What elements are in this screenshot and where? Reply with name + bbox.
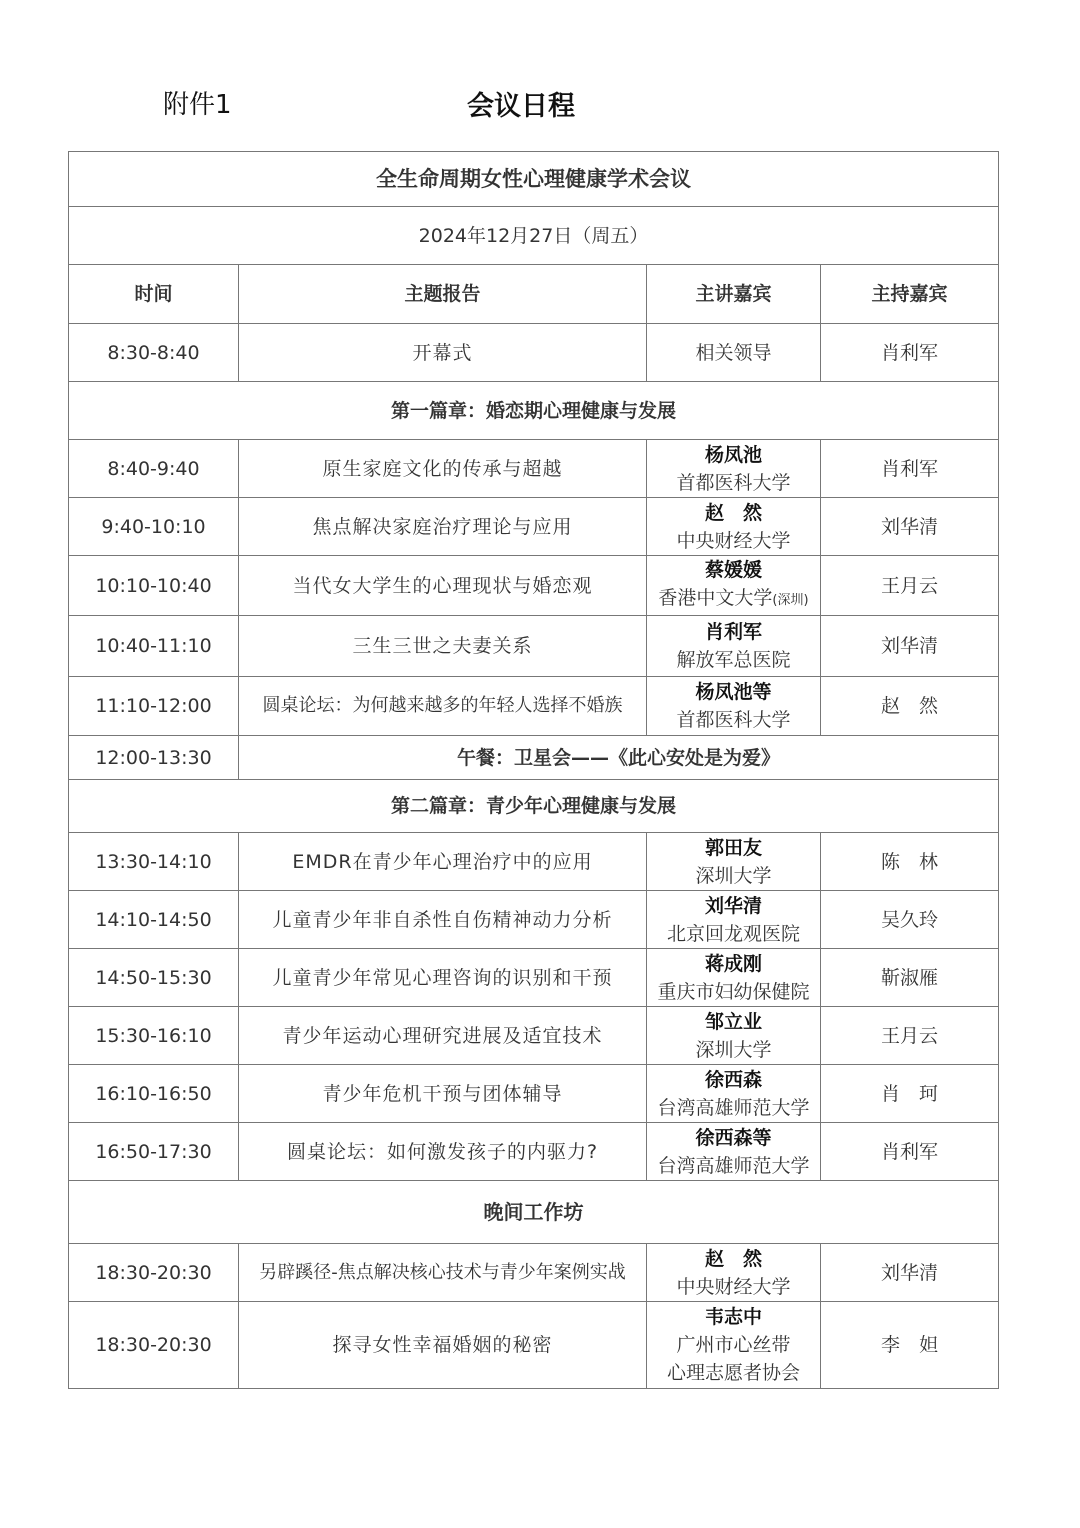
topic-cell: 圆桌论坛：如何激发孩子的内驱力? [239,1123,647,1181]
col-header-host: 主持嘉宾 [821,265,999,324]
speaker-affiliation: 中央财经大学 [676,529,791,552]
schedule-table [68,151,999,1389]
speaker-name: 蒋成刚 [704,952,762,975]
table-row [69,1302,999,1389]
topic-cell: 青少年危机干预与团体辅导 [239,1065,647,1123]
table-row [69,1065,999,1123]
speaker-affiliation: 深圳大学 [695,864,772,887]
speaker-cell [647,949,821,1007]
chapter-title: 第二篇章：青少年心理健康与发展 [69,780,999,833]
host-cell: 肖利军 [821,440,999,498]
host-cell: 刘华清 [821,616,999,677]
table-row [69,1007,999,1065]
speaker-name: 徐西森等 [695,1126,772,1149]
time-cell: 8:40-9:40 [69,440,239,498]
speaker-cell [647,891,821,949]
table-row [69,949,999,1007]
host-cell: 刘华清 [821,1244,999,1302]
conference-name-row [69,152,999,207]
speaker-cell [647,1244,821,1302]
speaker-affiliation: 台湾高雄师范大学 [657,1154,810,1177]
time-cell: 18:30-20:30 [69,1302,239,1389]
speaker-affiliation: 重庆市妇幼保健院 [657,980,810,1003]
table-row [69,556,999,616]
speaker-name: 杨凤池等 [695,681,772,703]
speaker-affiliation: 首都医科大学 [676,471,791,494]
speaker-cell [647,1065,821,1123]
speaker-affiliation: 深圳大学 [695,1038,772,1061]
table-row [69,1123,999,1181]
col-header-time: 时间 [69,265,239,324]
speaker-name: 韦志中 [704,1306,762,1328]
topic-cell: 当代女大学生的心理现状与婚恋观 [239,556,647,616]
speaker-name: 邹立业 [704,1010,762,1033]
time-cell: 10:10-10:40 [69,556,239,616]
time-cell: 15:30-16:10 [69,1007,239,1065]
speaker-cell [647,440,821,498]
table-row [69,1244,999,1302]
table-row [69,677,999,736]
time-cell: 11:10-12:00 [69,677,239,736]
header-row [69,265,999,324]
speaker-affiliation: 北京回龙观医院 [666,922,800,945]
time-cell: 10:40-11:10 [69,616,239,677]
table-row [69,616,999,677]
topic-cell: 圆桌论坛：为何越来越多的年轻人选择不婚族 [239,677,647,736]
topic-cell: 探寻女性幸福婚姻的秘密 [239,1302,647,1389]
host-cell: 吴久玲 [821,891,999,949]
conference-name: 全生命周期女性心理健康学术会议 [69,152,999,207]
table-row [69,498,999,556]
time-cell: 14:50-15:30 [69,949,239,1007]
speaker-cell: 相关领导 [647,324,821,382]
section-row [69,382,999,440]
speaker-cell [647,1123,821,1181]
speaker-affiliation: 台湾高雄师范大学 [657,1096,810,1119]
topic-cell: 儿童青少年非自杀性自伤精神动力分析 [239,891,647,949]
host-cell: 靳淑雁 [821,949,999,1007]
speaker-affiliation: 首都医科大学 [676,709,791,731]
speaker-name: 蔡媛媛 [704,559,762,581]
host-cell: 李 妲 [821,1302,999,1389]
time-cell: 13:30-14:10 [69,833,239,891]
section-row [69,1181,999,1244]
time-cell: 12:00-13:30 [69,736,239,780]
speaker-affiliation: 中央财经大学 [676,1275,791,1298]
speaker-name: 徐西森 [704,1068,762,1091]
topic-cell: 焦点解决家庭治疗理论与应用 [239,498,647,556]
speaker-cell [647,498,821,556]
speaker-affiliation [647,584,820,615]
topic-cell: 另辟蹊径-焦点解决核心技术与青少年案例实战 [239,1244,647,1302]
host-cell: 肖利军 [821,1123,999,1181]
time-cell: 16:10-16:50 [69,1065,239,1123]
speaker-name: 赵 然 [704,501,762,524]
time-cell: 8:30-8:40 [69,324,239,382]
host-cell: 刘华清 [821,498,999,556]
lunch-row [69,736,999,780]
topic-cell: 三生三世之夫妻关系 [239,616,647,677]
topic-cell: EMDR在青少年心理治疗中的应用 [239,833,647,891]
speaker-cell [647,1007,821,1065]
host-cell: 肖 珂 [821,1065,999,1123]
speaker-name: 肖利军 [704,621,762,643]
attachment-label: 附件1 [163,90,232,120]
speaker-cell [647,556,821,616]
speaker-name: 刘华清 [704,894,762,917]
time-cell: 18:30-20:30 [69,1244,239,1302]
affiliation-text: 香港中文大学 [658,587,773,609]
col-header-topic: 主题报告 [239,265,647,324]
topic-cell: 开幕式 [239,324,647,382]
speaker-affiliation: 解放军总医院 [676,649,791,671]
chapter-title: 第一篇章：婚恋期心理健康与发展 [69,382,999,440]
table-row [69,324,999,382]
host-cell: 王月云 [821,556,999,616]
evening-title: 晚间工作坊 [69,1181,999,1244]
topic-cell: 青少年运动心理研究进展及适宜技术 [239,1007,647,1065]
table-row [69,833,999,891]
speaker-cell [647,616,821,677]
speaker-name: 郭田友 [704,836,762,859]
time-cell: 14:10-14:50 [69,891,239,949]
host-cell: 陈 林 [821,833,999,891]
date-row [69,207,999,265]
speaker-name: 杨凤池 [704,443,762,466]
affiliation-note: (深圳) [772,593,809,608]
lunch-text: 午餐：卫星会——《此心安处是为爱》 [239,736,999,780]
speaker-affiliation: 广州市心丝带 [676,1334,791,1356]
host-cell: 赵 然 [821,677,999,736]
speaker-affiliation-line2: 心理志愿者协会 [666,1362,800,1384]
table-row [69,891,999,949]
table-row [69,440,999,498]
topic-cell: 儿童青少年常见心理咨询的识别和干预 [239,949,647,1007]
host-cell: 肖利军 [821,324,999,382]
time-cell: 9:40-10:10 [69,498,239,556]
topic-cell: 原生家庭文化的传承与超越 [239,440,647,498]
time-cell: 16:50-17:30 [69,1123,239,1181]
speaker-cell [647,833,821,891]
host-cell: 王月云 [821,1007,999,1065]
speaker-name: 赵 然 [704,1247,762,1270]
conference-date: 2024年12月27日（周五） [69,207,999,265]
col-header-speaker: 主讲嘉宾 [647,265,821,324]
section-row [69,780,999,833]
document-title: 会议日程 [467,91,575,122]
speaker-cell [647,677,821,736]
speaker-cell [647,1302,821,1389]
